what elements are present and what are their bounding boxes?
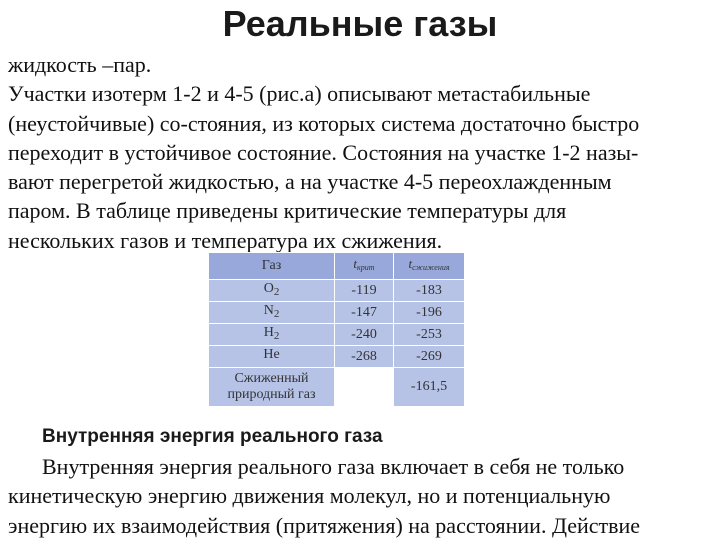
- gas-symbol: He: [263, 347, 280, 362]
- intro-line: паром. В таблице приведены критические температуры для: [8, 198, 567, 224]
- section-line: кинетическую энергию движения молекул, но и потенциальную: [8, 483, 611, 509]
- table-header-row: [209, 253, 465, 280]
- table-row: [209, 368, 465, 407]
- page-title: Реальные газы: [222, 3, 498, 44]
- liquefaction-temp-cell: -196: [394, 302, 465, 324]
- critical-temp-cell: -147: [335, 302, 394, 324]
- gas-cell: [209, 346, 335, 368]
- gas-name-line: Сжиженный: [234, 371, 309, 386]
- gas-cell: [209, 302, 335, 324]
- gas-symbol: H: [263, 325, 274, 340]
- header-critical-temp: [335, 253, 394, 280]
- table-row: [209, 302, 465, 324]
- critical-temp-cell: [335, 368, 394, 407]
- liq-subscript: сжижения: [412, 263, 450, 272]
- intro-paragraph: [8, 50, 720, 255]
- crit-subscript: крит: [357, 263, 375, 272]
- gas-subscript: 2: [273, 286, 280, 298]
- header-gas: Газ: [209, 253, 335, 280]
- section-line: Внутренняя энергия реального газа включает в себя не только: [42, 454, 625, 479]
- table-row: [209, 324, 465, 346]
- header-liquefaction-temp: [394, 253, 465, 280]
- gas-symbol: N: [263, 303, 274, 318]
- t-symbol: t: [408, 256, 413, 271]
- gas-cell: [209, 324, 335, 346]
- section-line: энергию их взаимодействия (притяжения) на расстоянии. Действие: [8, 512, 641, 538]
- section-heading: Внутренняя энергия реального газа: [42, 426, 383, 447]
- intro-line: Участки изотерм 1-2 и 4-5 (рис.а) описывают метастабильные: [8, 81, 591, 107]
- gas-subscript: 2: [273, 330, 280, 342]
- gas-temperature-table: [208, 252, 465, 407]
- t-symbol: t: [353, 256, 358, 271]
- intro-line: переходит в устойчивое состояние. Состояния на участке 1-2 назы-: [8, 139, 639, 165]
- liquefaction-temp-cell: -269: [394, 346, 465, 368]
- intro-line: нескольких газов и температура их сжижения.: [8, 227, 443, 253]
- intro-line: (неустойчивые) со-стояния, из которых система достаточно быстро: [8, 110, 640, 136]
- table-row: [209, 346, 465, 368]
- gas-cell: [209, 368, 335, 407]
- section-paragraph: [8, 452, 720, 540]
- critical-temp-cell: -268: [335, 346, 394, 368]
- table-row: [209, 280, 465, 302]
- gas-subscript: 2: [273, 308, 280, 320]
- liquefaction-temp-cell: -183: [394, 280, 465, 302]
- intro-line: вают перегретой жидкостью, а на участке 4-5 переохлажденным: [8, 169, 612, 195]
- intro-line: жидкость –пар.: [8, 52, 152, 77]
- critical-temp-cell: -119: [335, 280, 394, 302]
- liquefaction-temp-cell: -161,5: [394, 368, 465, 407]
- gas-symbol: O: [263, 281, 274, 296]
- liquefaction-temp-cell: -253: [394, 324, 465, 346]
- gas-name-line: природный газ: [227, 387, 316, 402]
- gas-cell: [209, 280, 335, 302]
- critical-temp-cell: -240: [335, 324, 394, 346]
